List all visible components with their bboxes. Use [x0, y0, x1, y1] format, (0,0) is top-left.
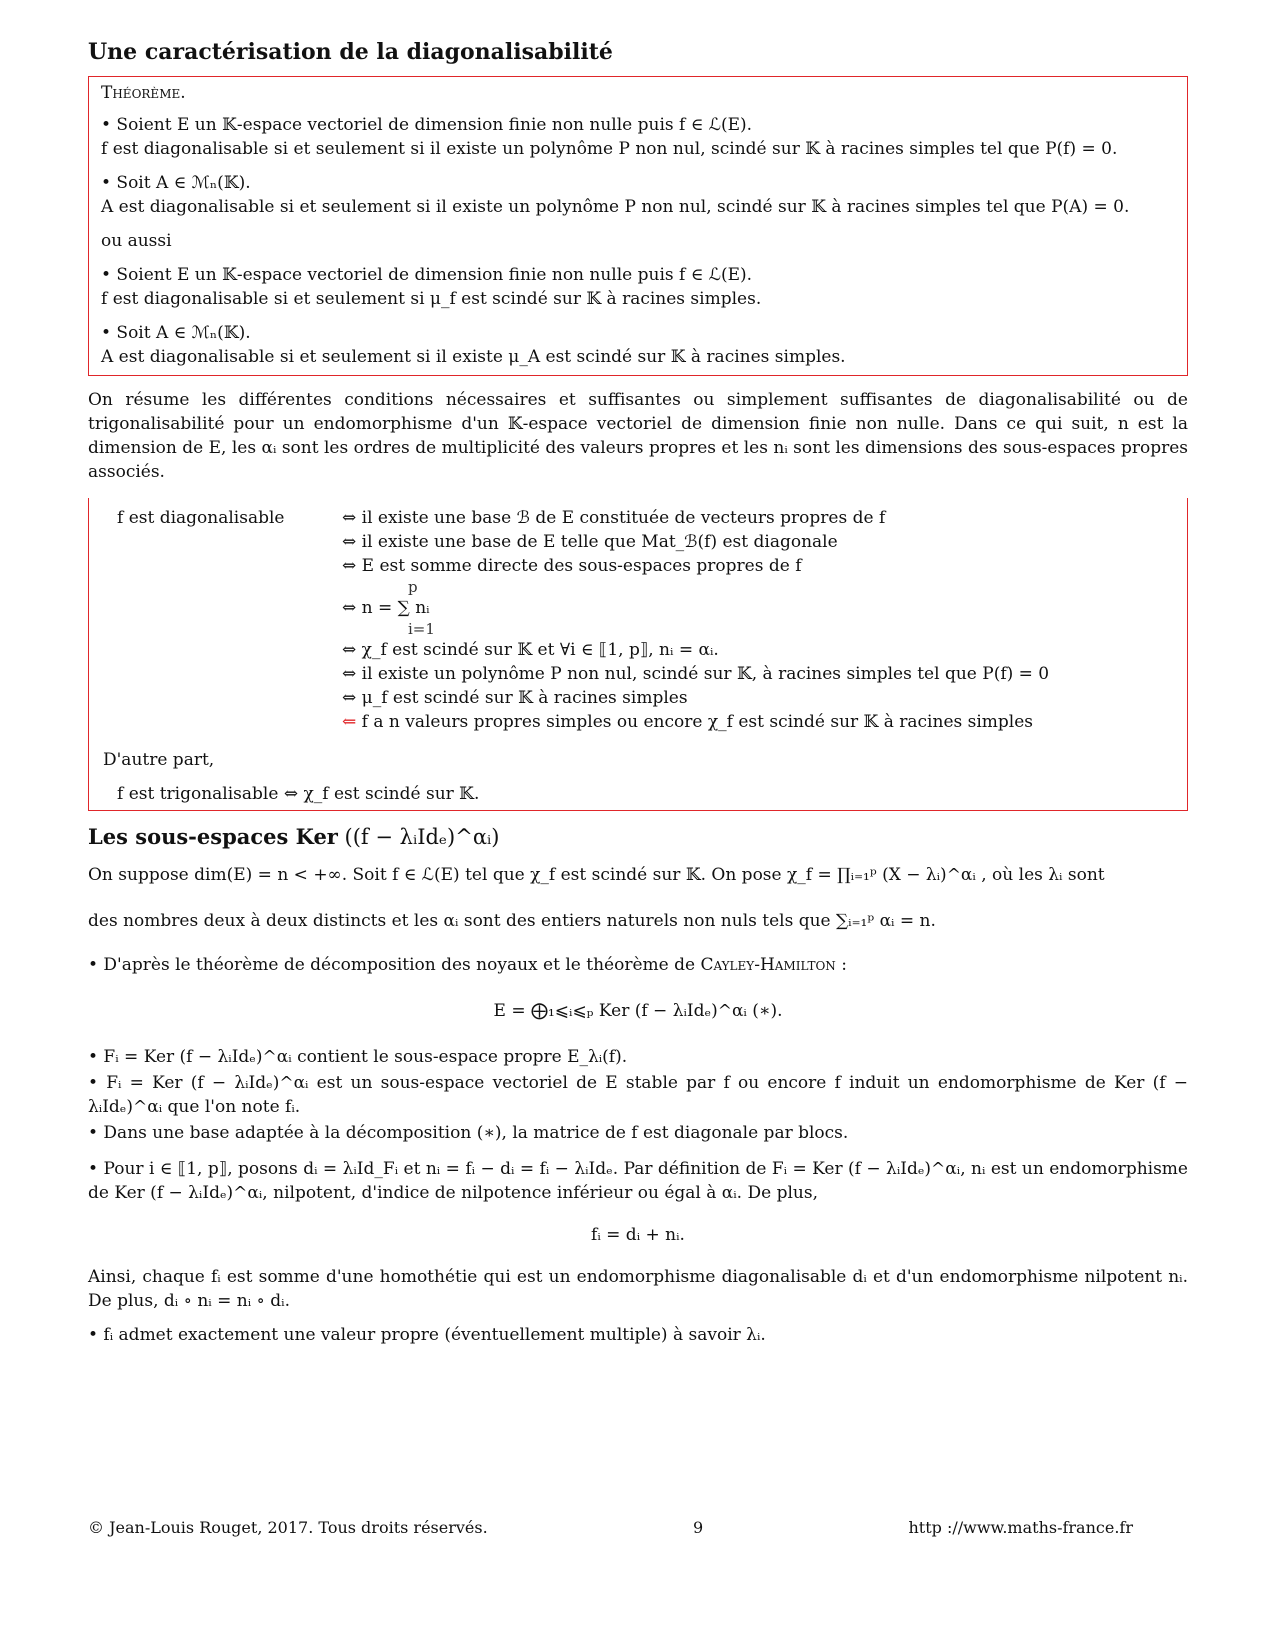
bullet-decomposition-post: : — [835, 955, 847, 975]
section-title-diagonalisabilite: Une caractérisation de la diagonalisabilité — [88, 39, 613, 65]
bullet-single-eigenvalue: • fᵢ admet exactement une valeur propre (éventuellement multiple) à savoir λᵢ. — [88, 1325, 766, 1345]
implication-arrow: ⇐ — [342, 712, 357, 732]
footer-copyright: © Jean-Louis Rouget, 2017. Tous droits réservés. — [88, 1518, 488, 1537]
equivalence-block — [103, 506, 1173, 734]
theorem-item-1-hyp: • Soient E un 𝕂-espace vectoriel de dimension finie non nulle puis f ∈ ℒ(E). — [101, 115, 753, 135]
equation-fi: fᵢ = dᵢ + nᵢ. — [591, 1225, 685, 1245]
equiv-line-5: ⇔ il existe un polynôme P non nul, scindé sur 𝕂, à racines simples tel que P(f) = 0 — [342, 664, 1050, 684]
equiv-line-3: ⇔ E est somme directe des sous-espaces propres de f — [342, 556, 802, 576]
section-title-ker-math: ((f − λᵢIdₑ)^αᵢ) — [337, 825, 500, 849]
page-footer — [88, 1516, 1133, 1540]
footer-page-number: 9 — [692, 1518, 704, 1537]
footer-url: http ://www.maths-france.fr — [908, 1518, 1133, 1537]
hypothesis-paragraph — [88, 863, 1188, 933]
section-title-ker — [88, 825, 1188, 849]
theorem-box — [88, 76, 1188, 376]
theorem-item-2-hyp: • Soit A ∈ ℳₙ(𝕂). — [101, 173, 251, 193]
trigonalisable-line: f est trigonalisable ⇔ χ_f est scindé sur 𝕂. — [117, 784, 480, 804]
theorem-item-2 — [101, 171, 1175, 219]
page-content — [88, 40, 1188, 1349]
cayley-hamilton-name: Cayley-Hamilton — [700, 955, 836, 975]
bullet-fi-contains: • Fᵢ = Ker (f − λᵢIdₑ)^αᵢ contient le sous-espace propre E_λᵢ(f). — [88, 1047, 628, 1067]
bullet-decomposition-pre: • D'après le théorème de décomposition des noyaux et le théorème de — [88, 955, 701, 975]
theorem-item-3-hyp: • Soient E un 𝕂-espace vectoriel de dimension finie non nulle puis f ∈ ℒ(E). — [101, 265, 753, 285]
sum-upper-bound: p — [408, 578, 418, 596]
section-title-ker-bold: Les sous-espaces Ker — [88, 824, 338, 849]
bullet-dunford: • Pour i ∈ ⟦1, p⟧, posons dᵢ = λᵢId_Fᵢ et nᵢ = fᵢ − dᵢ = fᵢ − λᵢIdₑ. Par définition de Fᵢ = Ker (f − λᵢIdₑ)^αᵢ, nᵢ est un endomorphisme de Ker (f − λᵢIdₑ)^αᵢ, nilpotent, d'indice de nilpotence inférieur ou égal à αᵢ. De plus, — [88, 1159, 1188, 1203]
equivalences-box — [88, 498, 1188, 811]
theorem-item-2-concl: A est diagonalisable si et seulement si il existe un polynôme P non nul, scindé sur 𝕂 à racines simples tel que P(A) = 0. — [101, 197, 1130, 217]
equiv-line-7-text: f a n valeurs propres simples ou encore χ_f est scindé sur 𝕂 à racines simples — [356, 712, 1034, 732]
bullet-fi-stable: • Fᵢ = Ker (f − λᵢIdₑ)^αᵢ est un sous-espace vectoriel de E stable par f ou encore f induit un endomorphisme de Ker (f − λᵢIdₑ)^αᵢ que l'on note fᵢ. — [88, 1073, 1188, 1117]
bullet-decomposition — [88, 953, 1188, 977]
equation-direct-sum: E = ⨁₁⩽ᵢ⩽ₚ Ker (f − λᵢIdₑ)^αᵢ (∗). — [493, 1001, 783, 1021]
theorem-item-4 — [101, 321, 1175, 369]
theorem-item-1-concl: f est diagonalisable si et seulement si il existe un polynôme P non nul, scindé sur 𝕂 à racines simples tel que P(f) = 0. — [101, 139, 1118, 159]
equiv-line-7 — [342, 710, 1173, 734]
theorem-item-1 — [101, 113, 1175, 161]
equiv-line-sum: ⇔ n = ∑ nᵢ — [342, 598, 430, 618]
theorem-item-4-concl: A est diagonalisable si et seulement si il existe μ_A est scindé sur 𝕂 à racines simples. — [101, 347, 846, 367]
autre-part: D'autre part, — [103, 750, 215, 770]
theorem-label: Théorème. — [101, 83, 186, 103]
bullet-block-diagonal: • Dans une base adaptée à la décomposition (∗), la matrice de f est diagonale par blocs. — [88, 1123, 849, 1143]
theorem-item-3-concl: f est diagonalisable si et seulement si μ_f est scindé sur 𝕂 à racines simples. — [101, 289, 762, 309]
equiv-line-1: ⇔ il existe une base ℬ de E constituée de vecteurs propres de f — [342, 508, 886, 528]
sum-lower-bound: i=1 — [408, 620, 435, 638]
theorem-item-3 — [101, 263, 1175, 311]
equiv-line-6: ⇔ μ_f est scindé sur 𝕂 à racines simples — [342, 688, 688, 708]
hypothesis-line-1: On suppose dim(E) = n < +∞. Soit f ∈ ℒ(E) tel que χ_f est scindé sur 𝕂. On pose χ_f = ∏ᵢ₌₁ᵖ (X − λᵢ)^αᵢ , où les λᵢ sont — [88, 865, 1105, 885]
theorem-item-4-hyp: • Soit A ∈ ℳₙ(𝕂). — [101, 323, 251, 343]
hypothesis-line-2: des nombres deux à deux distincts et les αᵢ sont des entiers naturels non nuls tels que ∑ᵢ₌₁ᵖ αᵢ = n. — [88, 911, 936, 931]
equiv-left-label: f est diagonalisable — [117, 508, 285, 528]
equiv-right-column — [342, 506, 1173, 734]
ainsi-paragraph: Ainsi, chaque fᵢ est somme d'une homothétie qui est un endomorphisme diagonalisable dᵢ et d'un endomorphisme nilpotent nᵢ. De plus, dᵢ ∘ nᵢ = nᵢ ∘ dᵢ. — [88, 1267, 1188, 1311]
equiv-line-2: ⇔ il existe une base de E telle que Mat_ℬ(f) est diagonale — [342, 532, 838, 552]
summary-paragraph: On résume les différentes conditions nécessaires et suffisantes ou simplement suffisantes de diagonalisabilité ou de trigonalisabilité pour un endomorphisme d'un 𝕂-espace vectoriel de dimension finie non nulle. Dans ce qui suit, n est la dimension de E, les αᵢ sont les ordres de multiplicité des valeurs propres et les nᵢ sont les dimensions des sous-espaces propres associés. — [88, 390, 1188, 482]
ou-aussi: ou aussi — [101, 231, 172, 251]
equiv-line-4: ⇔ χ_f est scindé sur 𝕂 et ∀i ∈ ⟦1, p⟧, nᵢ = αᵢ. — [342, 640, 719, 660]
